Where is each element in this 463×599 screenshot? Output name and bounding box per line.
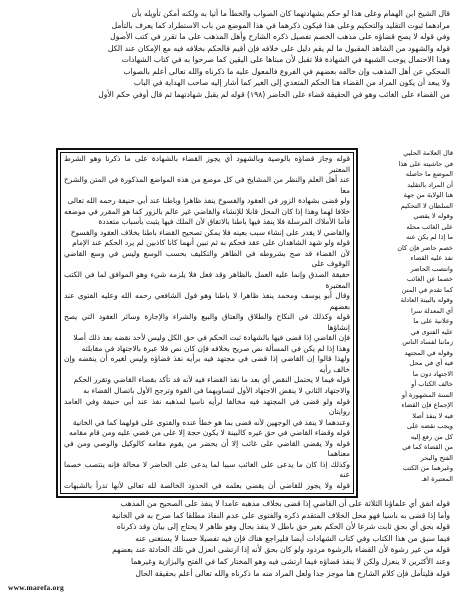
text-line: خصم حاضر فإن كان — [397, 243, 453, 252]
text-line: فيه أي في محل — [409, 359, 453, 367]
text-line: وغيرهما من الكتب — [402, 464, 453, 472]
text-line: من القضاء على الغائب وهو في الحقيقة قضاء على الحاضر (١٩٨) قوله لم يقبل شهادتهما ثم قال أوفي حكم الأول — [98, 89, 450, 99]
text-line: أن المراد بالتقليد — [407, 180, 453, 189]
text-line: السنة المشهورة أو — [401, 390, 453, 399]
text-line: خلافا لهما وهذا إذا كان المحل قابلا للإنشاء والقاضي غير عالم بالزور كما هو المقرر في موضعه — [64, 206, 350, 216]
text-line: وقوله لا يقضي — [413, 212, 453, 220]
text-line: وهذا إذا لم يكن في المسألة نص صريح بخلافه فإن كان نص فلا عبرة بالاجتهاد في مقابلته — [81, 343, 350, 353]
top-commentary — [14, 8, 450, 100]
text-line: وقال أبو يوسف ومحمد ينفذ ظاهرا لا باطنا وهو قول الشافعي رحمه الله وعليه الفتوى عند بعضهم — [64, 291, 350, 311]
text-line: فإن القاضي إذا قضى فيها بالشهادة ثبت الحكم في حق الكل وليس لأحد نقضه بعد ذلك أصلا — [73, 333, 350, 343]
text-line: وقوله بالبينة العادلة — [400, 296, 453, 304]
source-watermark: www.marefa.org — [8, 583, 64, 592]
text-line: في حاشيته على هذا — [398, 159, 453, 168]
text-line: على الغائب محله — [406, 222, 453, 231]
text-line: قوله ولا يجوز للقاضي أن يقضي بعلمه في الحدود الخالصة لله تعالى لأنها تدرأ بالشبهات — [64, 480, 350, 490]
text-line: ما إذا لم يكن عنه — [406, 233, 453, 241]
text-line: هنا الولاية من جهة — [403, 191, 453, 199]
main-text-block — [64, 154, 350, 492]
text-line: ولا يبعد أن يكون المراد من القضاء هنا الحكم المتعدي إلى الغير كما أشار إليه صاحب الهداية في الباب — [133, 78, 450, 87]
text-line: الفتح والبحر — [420, 453, 453, 462]
text-line: المحكي عن أهل المذهب وإن خالفه بعضهم في الفروع فالمعول عليه ما ذكرناه والله تعالى أعلم بالصواب — [123, 66, 450, 76]
text-line: فأما الأملاك المرسلة فلا ينفذ فيها باطنا بالاتفاق لأن الملك فيها يثبت بأسباب متعددة — [98, 217, 350, 227]
text-line: زماننا لفساد الناس — [402, 338, 453, 346]
text-line: وأما إذا قضى به ناسيا فهو محل الخلاف المتقدم ذكره والفتوى على عدم النفاذ مطلقا كما صرح به في الخانية — [111, 510, 450, 520]
text-line: وقوله في المجتهد — [404, 348, 453, 357]
text-line: قوله من غير رشوة لأن القضاء بالرشوة مردود ولو كان بحق لأنه إذا ارتشى انعزل في تلك الحادثة عند بعضهم — [112, 545, 450, 555]
text-line: وعندهما لا ينفذ في الوجهين لأنه قضى بما هو خطأ عنده والفتوى على قولهما كما في الخانية — [72, 417, 350, 427]
text-line: والاجتهاد الثاني لا ينقض الاجتهاد الأول لتساويهما في القوة وترجح الأول باتصال القضاء به — [83, 386, 350, 396]
text-line: خصما عن الغائب — [406, 275, 453, 283]
text-line: قوله وقضاء القاضي في حق غيره كالبينة لا يكون حجة إلا على من قضي عليه ومن قام مقامه — [69, 428, 350, 438]
text-line: قوله ولا يقضي القاضي على غائب إلا أن يحضر من يقوم مقامه كالوكيل والوصي ومن في معناهما — [64, 438, 350, 459]
text-line: الاجتهاد دون ما — [412, 369, 453, 378]
text-line: وعند الأكثرين لا ينعزل ولكن لا ينفذ قضاؤه فيما ارتشى فيه وهو المختار كما في الفتح والبزازية وغيرهما — [130, 556, 450, 566]
text-line: لأن القضاء قد صح بشروطه في الظاهر والتكليف بحسب الوسع وليس في وسع القاضي الوقوف على — [64, 248, 350, 269]
text-line: السلطان لا التحكيم — [400, 201, 453, 210]
side-margin-commentary — [359, 148, 453, 494]
bottom-commentary — [14, 498, 450, 579]
text-line: نفذ عليه القضاء — [410, 254, 453, 262]
text-line: أي المعدلة سرا — [410, 306, 453, 315]
text-line: قوله وكذلك في النكاح والطلاق والعتاق والبيع والشراء والإجارة وسائر العقود التي يصح إنشاؤها — [64, 312, 350, 332]
text-line: وفي قوله لا يصح قضاؤه على مذهب الخصم تفصيل ذكره الشارح وأهل المذهب على ما تقرر في كتب الأصول — [110, 32, 450, 41]
text-line: الموضع ما حاصله — [405, 170, 453, 178]
text-line: مرادهما ثبوت التقليد والتحكيم وعلى هذا فيكون ذكرهما في هذا الموضع من باب الاستطراد كما يعرف بالتأمل — [111, 20, 450, 30]
text-line: والقاضي لا يقدر على إنشاء سبب بعينه فلا يمكن تصحيح القضاء باطنا بخلاف العقود والفسوخ — [70, 227, 350, 237]
text-line: قوله ولو قضى في المجتهد فيه مخالفا لرأيه ناسيا لمذهبه نفذ عند أبي حنيفة وفي العامد روايتان — [64, 396, 350, 417]
text-line: قوله بحق أي بحق ثابت شرعا لأن الحكم بغير حق باطل لا ينفذ بحال وهو ظاهر لا يحتاج إلى بيان وقد ذكرناه — [116, 522, 450, 532]
text-line: وعلانية على ما — [413, 317, 453, 325]
text-line: من القضاة كما في — [402, 443, 453, 451]
text-line: فيما سبق من هذا الكتاب وفي كتاب الشهادات أيضا فليراجع هناك فإن فيه تفصيلا حسنا لا يستغنى عنه — [135, 533, 450, 543]
text-line: ويجب نقضه على — [407, 422, 453, 430]
text-line: عليه الفتوى في — [410, 327, 453, 336]
text-line: قوله وجاز قضاؤه بالوصية وبالشهود أي يجوز القضاء بالشهادة على ما ذكرنا وهو الشرط المعتبر — [64, 154, 350, 174]
text-line: المعتبرة اهـ — [421, 474, 453, 483]
text-line: قوله ولو شهد الشاهدان على عقد فحكم به ثم تبين أنهما كانا كاذبين لم يرد الحكم عند الإمام — [72, 238, 350, 248]
text-line: فيه لا ينفذ أصلا — [412, 411, 453, 420]
text-line: ولو قضى بشهادة الزور في العقود والفسوخ ينفذ ظاهرا وباطنا عند أبي حنيفة رحمه الله تعالى — [67, 196, 350, 206]
text-line: قال العلامة الحلبي — [403, 149, 453, 157]
text-line: وهذا الاحتمال يوجب الشبهة في الشهادة فلا تقبل لأن مبناها على اليقين كما صرحوا به في كتاب الشهادات — [121, 55, 450, 64]
text-line: خالف الكتاب أو — [411, 380, 453, 388]
text-line: حقيقة الصدق وإنما عليه العمل بالظاهر وقد فعل فلا يلزمه شيء وهو الموافق لما في الكتب المعتبرة — [64, 270, 350, 290]
text-line: كما تقدم في المتن — [401, 285, 453, 294]
text-line: ولهذا قالوا إن القاضي إذا قضى في مجتهد فيه برأيه نفذ قضاؤه وليس لغيره أن ينقضه وإن خالف رأيه — [64, 354, 350, 374]
text-line: الإجماع فإن القضاء — [401, 401, 453, 409]
text-line: وكذلك إذا كان ما يدعى على الغائب سببا لما يدعى على الحاضر لا محالة فإنه ينتصب خصما عنه — [64, 459, 350, 480]
text-line: قوله فيما لا يحتمل النقض أي بعد ما نفذ القضاء فيه لأنه قد تأكد بقضاء القاضي وتقرر الحكم — [73, 375, 350, 385]
text-line: قوله فليتأمل فإن كلام الشارح هنا موجز جدا ولعل المراد منه ما ذكرناه والله تعالى أعلم بحقيقة الحال — [135, 568, 450, 578]
text-line: وانتصب الحاضر — [410, 264, 453, 273]
text-line: عند أهل العلم والنظر من المشايخ في كل موضع من هذه المواضع المذكورة في المتن والشرح معا — [64, 175, 350, 195]
text-line: قوله والشهود من الشاهد المقبول ما لم يقم دليل على خلافه فإن أقيم فالحكم بخلافه فيه مع الإمكان عند الكل — [107, 43, 450, 53]
main-text-frame — [56, 148, 358, 498]
text-line: كل من رفع إليه — [410, 432, 453, 441]
text-line: قال الشيخ ابن الهمام وعلى هذا لو حكم بشهادتهما كان الصواب والخطأ ما أتيا به ولكنه أمكن تأويله بأن — [131, 9, 450, 18]
text-line: قوله اتفق أي علماؤنا الثلاثة على أن القاضي إذا قضى بخلاف مذهبه عامدا لا ينفذ على الصحيح من المذهب — [120, 499, 450, 508]
